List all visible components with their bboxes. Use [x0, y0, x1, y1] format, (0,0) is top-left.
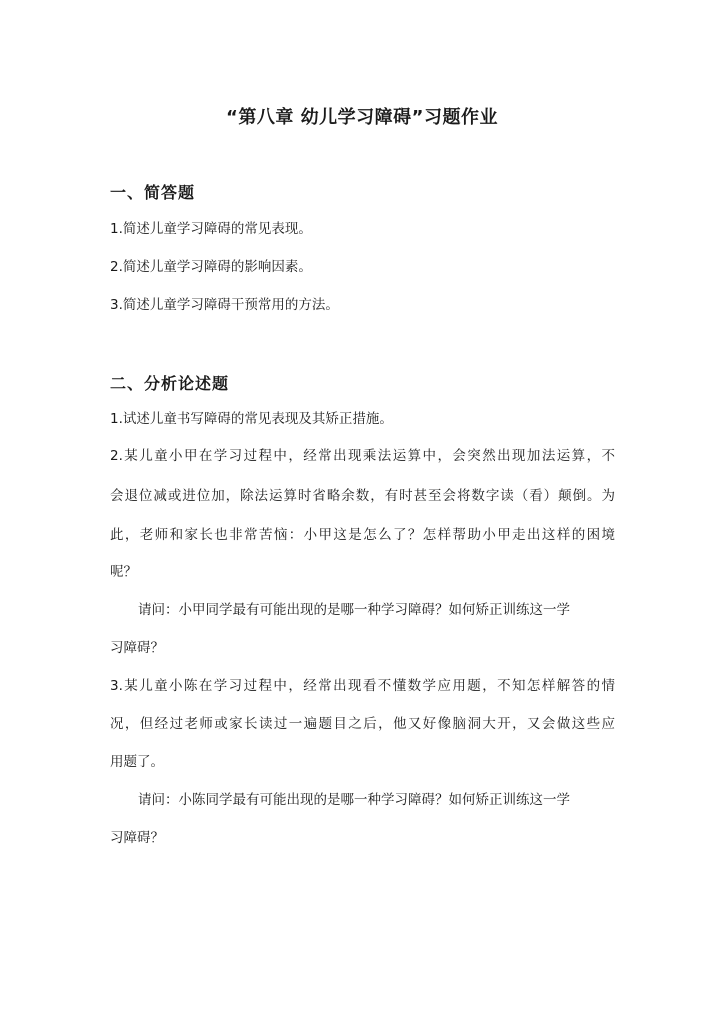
question-2-3-line-1: 3.某儿童小陈在学习过程中，经常出现看不懂数学应用题，不知怎样解答的情 [110, 678, 615, 694]
question-1-1: 1.简述儿童学习障碍的常见表现。 [110, 221, 312, 237]
question-2-3-line-2: 况，但经过老师或家长读过一遍题目之后，他又好像脑洞大开，又会做这些应 [110, 716, 615, 732]
question-2-2-ask-line-2: 习障碍？ [110, 640, 164, 656]
question-1-3: 3.简述儿童学习障碍干预常用的方法。 [110, 297, 339, 313]
question-2-2-ask-line-1: 请问：小甲同学最有可能出现的是哪一种学习障碍？如何矫正训练这一学 [138, 602, 570, 618]
question-2-3-line-3: 用题了。 [110, 754, 164, 770]
question-2-2-line-2: 会退位减或进位加，除法运算时省略余数，有时甚至会将数字读（看）颠倒。为 [110, 488, 615, 504]
question-2-2-line-1: 2.某儿童小甲在学习过程中，经常出现乘法运算中，会突然出现加法运算，不 [110, 448, 615, 464]
question-1-2: 2.简述儿童学习障碍的影响因素。 [110, 259, 312, 275]
question-2-1: 1.试述儿童书写障碍的常见表现及其矫正措施。 [110, 411, 393, 427]
question-2-3-ask-line-2: 习障碍？ [110, 830, 164, 846]
question-2-2-line-4: 呢？ [110, 564, 137, 580]
document-title: “第八章 幼儿学习障碍”习题作业 [226, 107, 498, 128]
section-heading-short-answer: 一、简答题 [110, 183, 196, 202]
question-2-3-ask-line-1: 请问：小陈同学最有可能出现的是哪一种学习障碍？如何矫正训练这一学 [138, 792, 570, 808]
question-2-2-line-3: 此，老师和家长也非常苦恼：小甲这是怎么了？怎样帮助小甲走出这样的困境 [110, 527, 615, 543]
section-heading-analysis: 二、分析论述题 [110, 374, 230, 393]
